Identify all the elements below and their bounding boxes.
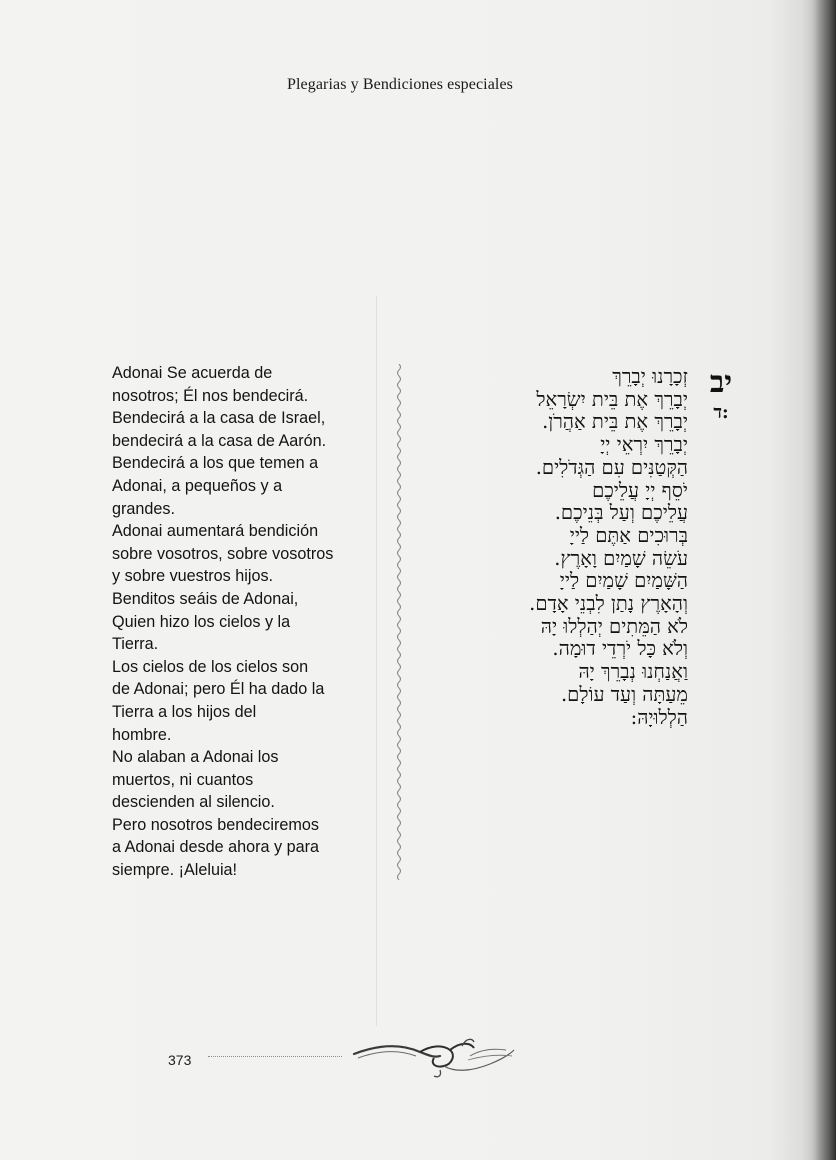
- hebrew-line: הַשָּׁמַיִם שָׁמַיִם לַייָ: [559, 569, 688, 593]
- running-header: Plegarias y Bendiciones especiales: [287, 76, 513, 93]
- hebrew-text: [388, 366, 688, 729]
- hebrew-line: וְלֹא כָּל יֹרְדֵי דוּמָה.: [552, 637, 688, 661]
- translation-line: Tierra.: [112, 635, 159, 654]
- translation-line: nosotros; Él nos bendecirá.: [112, 386, 309, 405]
- hebrew-line: עֲלֵיכֶם וְעַל בְּנֵיכֶם.: [554, 501, 688, 525]
- hebrew-line: יְבָרֵךְ יִרְאֵי יְיָ: [600, 433, 688, 457]
- psalm-verse-marker: ד:: [713, 402, 729, 423]
- translation-line: Bendecirá a los que temen a: [112, 454, 319, 473]
- translation-line: Tierra a los hijos del: [112, 702, 257, 721]
- hebrew-line: לֹא הַמֵּתִים יְהַלְלוּ יָהּ: [540, 614, 688, 638]
- translation-line: descienden al silencio.: [112, 793, 275, 812]
- hebrew-line: מֵעַתָּה וְעַד עוֹלָם.: [560, 682, 688, 706]
- hebrew-line: בְּרוּכִים אַתֶּם לַייָ: [569, 523, 688, 547]
- hebrew-line: זְכָרָנוּ יְבָרֵךְ: [612, 365, 688, 388]
- hebrew-line: עֹשֵׂה שָׁמַיִם וָאָרֶץ.: [554, 546, 688, 570]
- page-edge-shadow: [802, 0, 836, 1160]
- translation-line: Bendecirá a la casa de Israel,: [112, 409, 326, 428]
- translation-line: Pero nosotros bendeciremos: [112, 815, 319, 834]
- footer-dotted-rule: [208, 1056, 342, 1057]
- translation-line: y sobre vuestros hijos.: [112, 567, 274, 586]
- hebrew-line: הַקְּטַנִּים עִם הַגְּדֹלִים.: [535, 455, 688, 479]
- translation-line: sobre vosotros, sobre vosotros: [112, 544, 334, 563]
- translation-line: Adonai Se acuerda de: [112, 364, 273, 382]
- translation-line: Quien hizo los cielos y la: [112, 612, 291, 631]
- translation-line: a Adonai desde ahora y para: [112, 838, 319, 857]
- translation-line: bendecirá a la casa de Aarón.: [112, 431, 327, 450]
- translation-line: No alaban a Adonai los: [112, 748, 279, 767]
- translation-line: grandes.: [112, 499, 175, 518]
- translation-line: Adonai, a pequeños y a: [112, 476, 283, 495]
- translation-line: siempre. ¡Aleluia!: [112, 861, 238, 880]
- translation-line: Los cielos de los cielos son: [112, 657, 309, 676]
- translation-line: Benditos seáis de Adonai,: [112, 589, 299, 608]
- translation-line: hombre.: [112, 725, 172, 744]
- translation-line: muertos, ni cuantos: [112, 770, 254, 789]
- hebrew-line: הַלְלוּיָהּ:: [630, 705, 688, 729]
- hebrew-line: יְבָרֵךְ אֶת בֵּית אַהֲרֹן.: [542, 410, 688, 434]
- hebrew-line: וְהָאָרֶץ נָתַן לִבְנֵי אָדָם.: [529, 592, 688, 616]
- page-number: 373: [168, 1052, 192, 1068]
- hebrew-line: יֹסֵף יְיָ עֲלֵיכֶם: [592, 478, 688, 502]
- hebrew-line: וַאֲנַחְנוּ נְבָרֵךְ יָהּ: [578, 660, 688, 684]
- bird-ornament-icon: [350, 1036, 518, 1080]
- spanish-translation: [112, 362, 382, 882]
- translation-line: de Adonai; pero Él ha dado la: [112, 680, 325, 699]
- translation-line: Adonai aumentará bendición: [112, 522, 319, 541]
- psalm-number: יב: [709, 365, 733, 400]
- hebrew-line: יְבָרֵךְ אֶת בֵּית יִשְׂרָאֵל: [536, 387, 688, 411]
